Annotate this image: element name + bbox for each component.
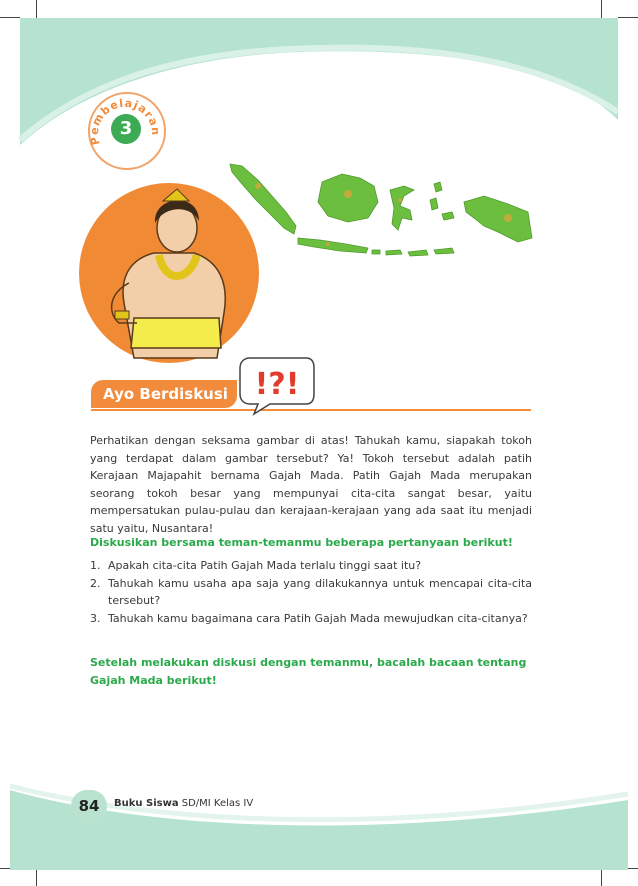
question-text: Apakah cita-cita Patih Gajah Mada terlalu tinggi saat itu? (108, 559, 422, 572)
discussion-instruction: Diskusikan bersama teman-temanmu beberapa pertanyaan berikut! (90, 536, 513, 549)
indonesia-map (228, 160, 534, 265)
closing-instruction: Setelah melakukan diskusi dengan temanmu, bacalah bacaan tentang Gajah Mada berikut! (90, 656, 527, 687)
question-item (90, 610, 532, 628)
book-grade: SD/MI Kelas IV (181, 798, 254, 809)
book-info (114, 798, 253, 809)
svg-text:Pembelajaran: Pembelajaran (88, 96, 162, 147)
question-number: 2. (90, 576, 101, 590)
discussion-bubble-icon (236, 354, 316, 416)
svg-text:!?!: !?! (254, 367, 300, 402)
section-title: Ayo Berdiskusi (91, 380, 237, 408)
question-number: 1. (90, 559, 101, 572)
intro-paragraph: Perhatikan dengan seksama gambar di atas! Tahukah kamu, siapakah tokoh yang terdapat dalam gambar tersebut? Ya! Tokoh tersebut adalah patih Kerajaan Majapahit bernama Gajah Mada. Patih Gajah Mada merupakan seorang tokoh besar yang mempunyai cita-cita sangat besar, yaitu mempersatukan pulau-pulau dan kerajaan-kerajaan yang ada saat itu menjadi satu yaitu, Nusantara! (90, 434, 532, 535)
page-number: 84 (71, 790, 107, 822)
footer-wave (0, 760, 638, 886)
lesson-number: 3 (111, 114, 141, 144)
question-text: Tahukah kamu usaha apa saja yang dilakukannya untuk mencapai cita-cita tersebut? (108, 576, 532, 608)
question-number: 3. (90, 611, 101, 625)
question-item (90, 557, 532, 575)
question-text: Tahukah kamu bagaimana cara Patih Gajah Mada mewujudkan cita-citanya? (108, 611, 528, 625)
book-title: Buku Siswa (114, 798, 179, 809)
gajah-mada-illustration (79, 183, 259, 363)
question-list (90, 557, 532, 627)
question-item (90, 575, 532, 610)
